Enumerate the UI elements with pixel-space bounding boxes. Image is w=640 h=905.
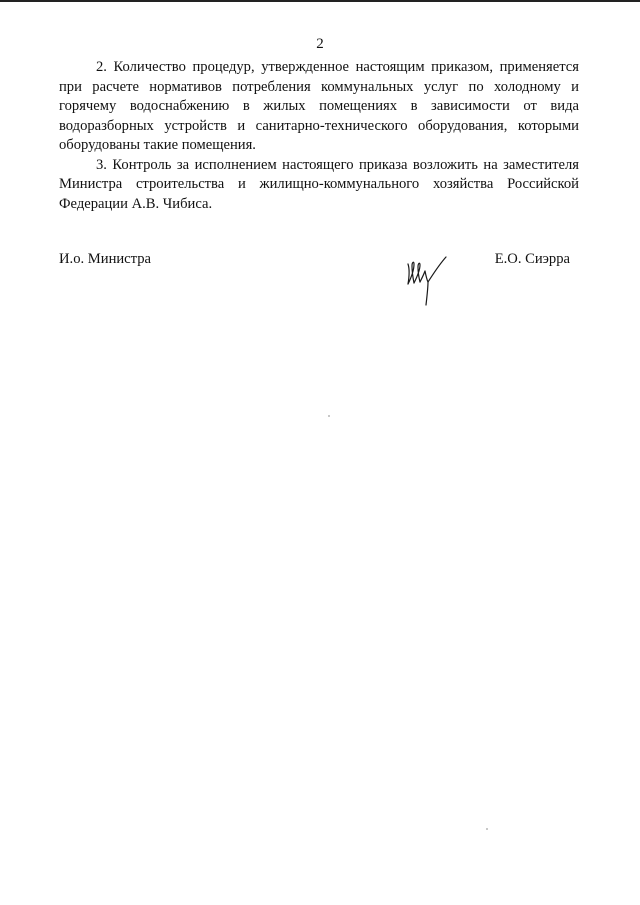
scan-speck: [328, 415, 330, 417]
paragraph-2: 2. Количество процедур, утвержденное настоящим приказом, применяется при расчете нормативов потребления коммунальных услуг по холодному и горячему водоснабжению в жилых помещениях в зависимости от вида водоразборных устройств и санитарно-технического оборудования, которыми оборудованы такие помещения.: [59, 59, 579, 153]
signatory-position: И.о. Министра: [59, 251, 151, 267]
signature-block: [59, 250, 570, 310]
signatory-name: Е.О. Сиэрра: [494, 251, 570, 267]
page-number: 2: [316, 36, 324, 52]
handwritten-signature: [404, 252, 450, 308]
paragraph-3: 3. Контроль за исполнением настоящего приказа возложить на заместителя Министра строительства и жилищно-коммунального хозяйства Российской Федерации А.В. Чибиса.: [59, 156, 579, 212]
scan-edge-line: [0, 0, 640, 2]
document-body: [59, 58, 579, 214]
scan-speck: [486, 828, 488, 830]
